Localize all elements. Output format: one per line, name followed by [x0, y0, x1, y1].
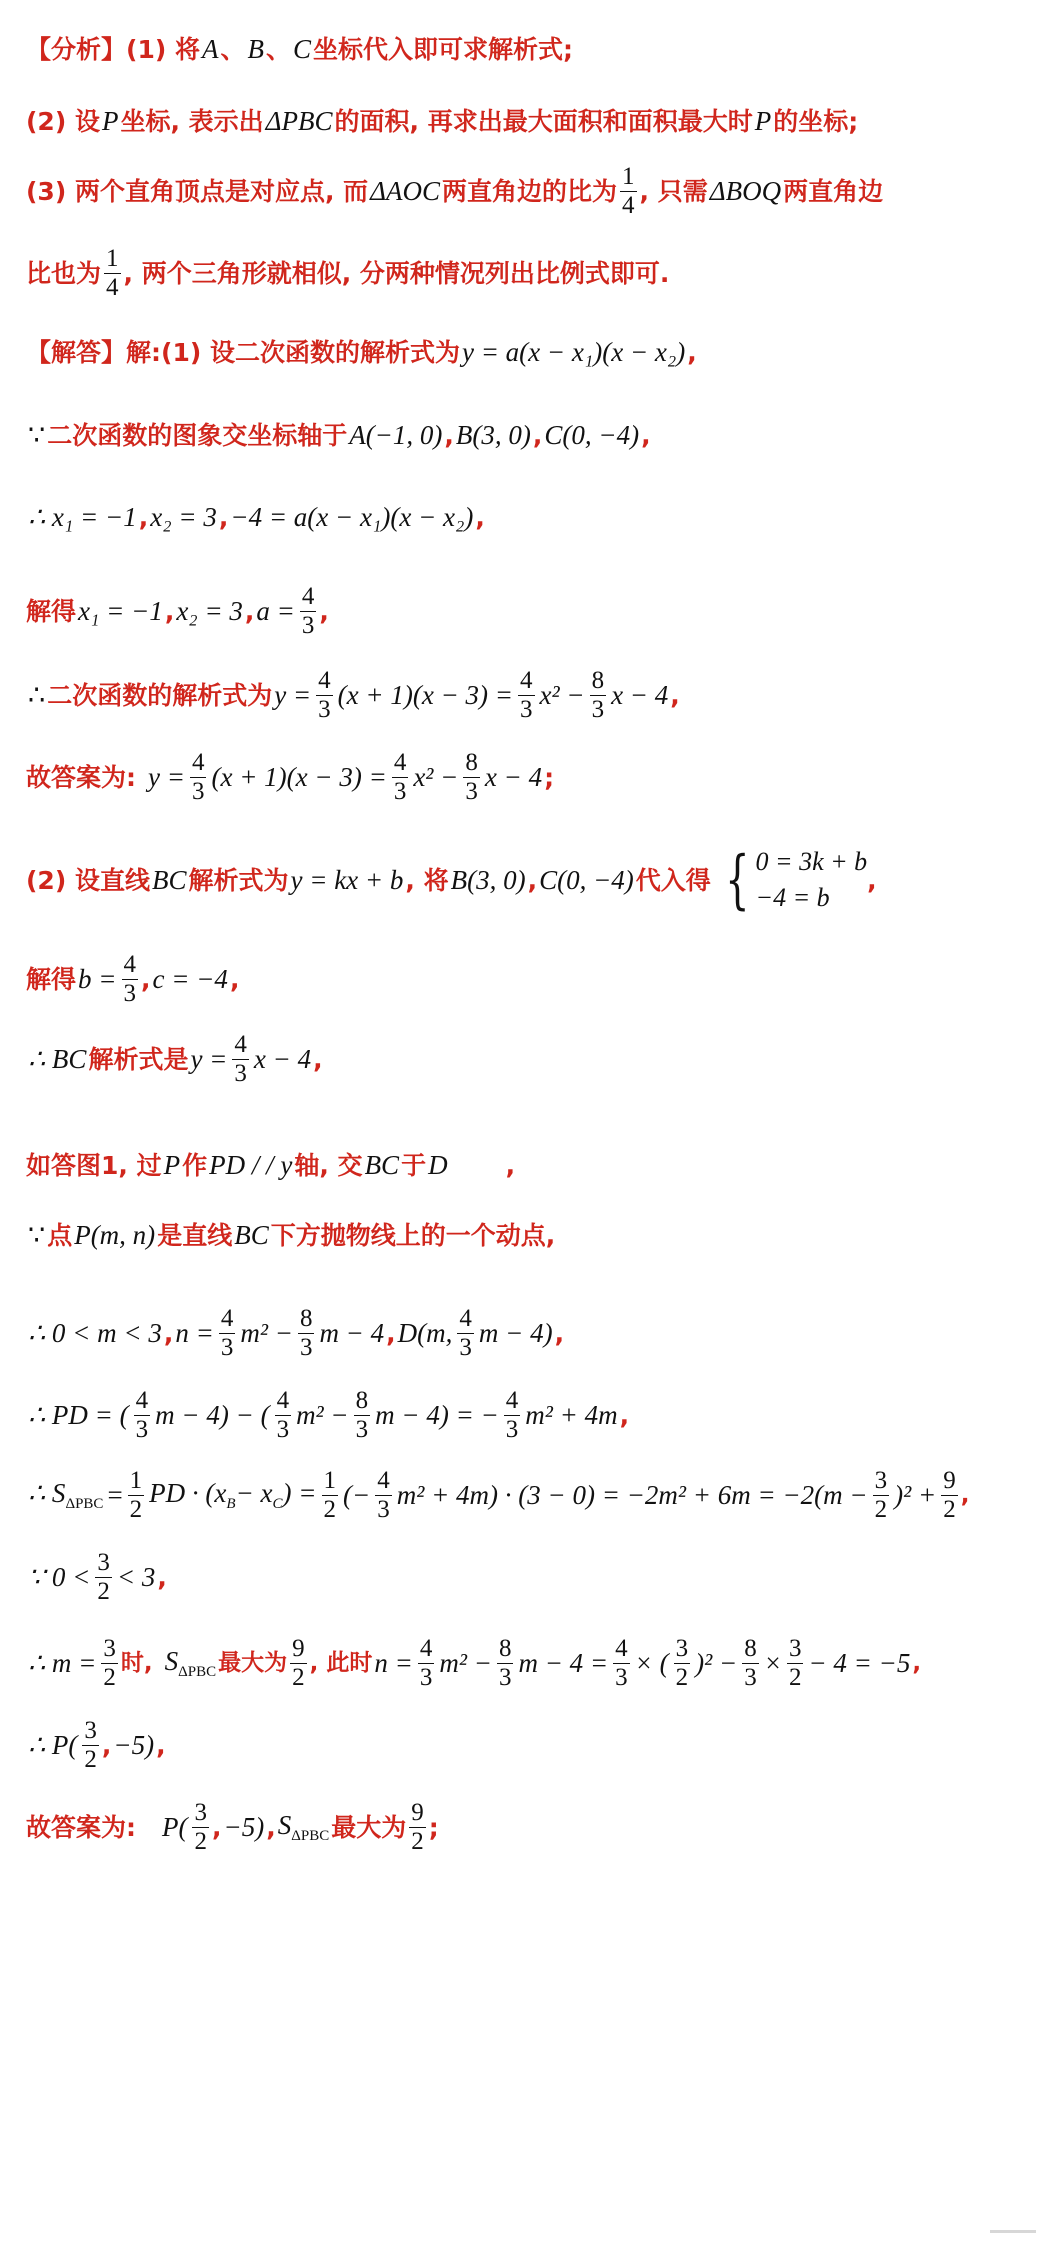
solution-line-9: ∴ BC 解析式是 y = $\frac{4}{3}$ x − 4 ,: [28, 1031, 323, 1088]
fraction: $\frac{8}{3}$: [355, 1387, 369, 1444]
solution-line-12: ∴ 0 < m < 3 , n = $\frac{4}{3}$ m² − $\frac{8}{3}$ m − 4 , D(m, 4 3 m − 4) ,: [28, 1305, 565, 1362]
solution-line-4: 解得 x₁ = −1 , x₂ = 3 , a = $\frac{4}{3}$ ,: [26, 583, 329, 640]
scan-mark: [990, 2230, 1036, 2233]
analysis-label: 【分析】: [26, 35, 127, 64]
fraction: $\frac{8}{3}$: [498, 1635, 512, 1692]
fraction: $\frac{4}{3}$: [393, 749, 407, 806]
fraction: 3 2: [675, 1635, 689, 1692]
analysis-line-2: (2) 设 P 坐标, 表示出 ΔPBC 的面积, 再求出最大面积和面积最大时 P 的坐标;: [26, 106, 859, 136]
fraction: $\frac{8}{3}$: [299, 1305, 313, 1362]
solution-line-7: (2) 设直线 BC 解析式为 y = kx + b , 将 B(3, 0) , C(0, −4) 代入得 { 0 = 3k + b −4 = b ,: [26, 843, 877, 917]
fraction: 1 4: [622, 163, 635, 220]
fraction: $\frac{4}{3}$: [318, 667, 331, 724]
solution-line-11: ∵ 点 P(m, n) 是直线 BC 下方抛物线上的一个动点,: [28, 1220, 556, 1250]
fraction: 9 2: [292, 1635, 305, 1692]
solution-line-16: ∴ m = $\frac{3}{2}$ 时, $S_{\Delta PBC}$ 最大为 9 2 , 此时 n = $\frac{4}{3}$ m² − $\frac{8}{3}$ m − 4 = $\frac{4}{3}$ × ( 3 2 )² − $\frac{8}{3}$ × $\frac{3}{2}$ − 4 = −5 ,: [28, 1635, 922, 1692]
fraction: $\frac{4}{3}$: [419, 1635, 433, 1692]
fraction: $\frac{4}{3}$: [220, 1305, 234, 1362]
solution-line-5: ∴ 二次函数的解析式为 y = $\frac{4}{3}$ (x + 1)(x − 3) = $\frac{4}{3}$ x² − $\frac{8}{3}$ x − 4 ,: [28, 667, 680, 724]
solution-line-17: ∴ P( 3 2 , −5) ,: [28, 1717, 166, 1774]
solution-line-8: 解得 b = $\frac{4}{3}$ , c = −4 ,: [26, 951, 240, 1008]
fraction: 4 3: [459, 1305, 472, 1362]
fraction: $\frac{4}{3}$: [234, 1031, 247, 1088]
fraction: $\frac{1}{2}$: [129, 1467, 143, 1524]
fraction: 1 4: [106, 245, 119, 302]
fraction: 3 2: [97, 1549, 110, 1606]
fraction: 4 3: [135, 1387, 149, 1444]
fraction: $\frac{4}{3}$: [123, 951, 136, 1008]
fraction: $\frac{3}{2}$: [874, 1467, 888, 1524]
solution-line-15: ∵ 0 < 3 2 < 3 ,: [28, 1549, 167, 1606]
fraction: $\frac{8}{3}$: [465, 749, 478, 806]
fraction: 3 2: [194, 1799, 207, 1856]
solution-line-1: 【解答】 解:(1) 设二次函数的解析式为 y = a(x − x₁)(x − x₂) ,: [26, 337, 697, 367]
fraction: $\frac{8}{3}$: [744, 1635, 757, 1692]
fraction: $\frac{4}{3}$: [520, 667, 533, 724]
fraction: 3 2: [84, 1717, 97, 1774]
solution-line-18: 故答案为: P( 3 2 , −5) , $S_{\Delta PBC}$ 最大为 9 2 ;: [26, 1799, 439, 1856]
fraction: 4 3: [276, 1387, 290, 1444]
analysis-line-3: (3) 两个直角顶点是对应点, 而 ΔAOC 两直角边的比为 1 4 , 只需 ΔBOQ 两直角边: [26, 163, 884, 220]
solution-line-14: ∴ $S_{\Delta PBC}$ = $\frac{1}{2}$ PD · $(x_B- x_C)$ = $\frac{1}{2}$ (− $\frac{4}{3}$ m² + 4m) · (3 − 0) = −2m² + 6m = −2(m − $\frac{3}{2}$ )² + $\frac{9}{2}$ ,: [28, 1467, 970, 1524]
solution-line-6: 故答案为: y = $\frac{4}{3}$ (x + 1)(x − 3) = $\frac{4}{3}$ x² − $\frac{8}{3}$ x − 4 ;: [26, 749, 555, 806]
fraction: $\frac{1}{2}$: [323, 1467, 337, 1524]
fraction: $\frac{4}{3}$: [191, 749, 205, 806]
fraction: $\frac{9}{2}$: [943, 1467, 956, 1524]
fraction: $\frac{3}{2}$: [788, 1635, 802, 1692]
fraction: $\frac{4}{3}$: [505, 1387, 519, 1444]
fraction: $\frac{8}{3}$: [591, 667, 605, 724]
solution-line-3: ∴ x₁ = −1 , x₂ = 3 , −4 = a(x − x₁)(x − x₂) ,: [28, 502, 485, 532]
fraction: $\frac{4}{3}$: [377, 1467, 390, 1524]
fraction: 9 2: [411, 1799, 424, 1856]
analysis-line-1: 【分析】 (1) 将 A 、 B 、 C 坐标代入即可求解析式;: [26, 34, 574, 64]
equation-system: { 0 = 3k + b −4 = b: [724, 843, 868, 917]
fraction: $\frac{3}{2}$: [103, 1635, 116, 1692]
analysis-line-4: 比也为 1 4 , 两个三角形就相似, 分两种情况列出比例式即可.: [26, 245, 670, 302]
solution-line-13: ∴ PD = ( 4 3 m − 4) − ( 4 3 m² − $\frac{8}{3}$ m − 4) = − $\frac{4}{3}$ m² + 4m ,: [28, 1387, 630, 1444]
solution-line-10: 如答图1, 过 P 作 PD / / y 轴, 交 BC 于 D ,: [26, 1150, 516, 1180]
solution-line-2: ∵ 二次函数的图象交坐标轴于 A(−1, 0) , B(3, 0) , C(0, −4) ,: [28, 420, 651, 450]
fraction: $\frac{4}{3}$: [615, 1635, 628, 1692]
solution-label: 【解答】: [26, 338, 127, 367]
brace-icon: {: [724, 843, 750, 917]
fraction: $\frac{4}{3}$: [301, 583, 315, 640]
